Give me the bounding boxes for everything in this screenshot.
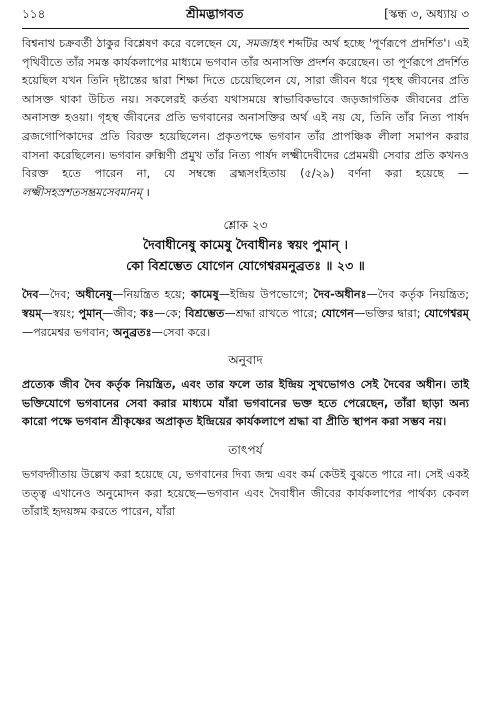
synonyms-paragraph: দৈব—দৈব; অধীনেষু—নিয়ন্ত্রিত হয়ে; কামেষু—ইন্দ্রিয় উপভোগে; দৈব-অধীনঃ—দৈব কর্তৃক নিয়ন্ত্রিত; স্বয়ম্—স্বয়ং; পুমান্—জীব; কঃ—কে; বিশ্রম্ভেত—শ্রদ্ধা রাখতে পারে; যোগেন—ভক্তির দ্বারা; যোগেশ্বরম্—পরমেশ্বর ভগবান; অনুব্রতঃ—সেবা করে। xyxy=(22,288,469,339)
brahma-samhita-quote: লক্ষ্মীসহস্রশতসম্ভ্রমসেবমানম্ xyxy=(22,185,143,199)
chapter-info: [স্কন্ধ ৩, অধ্যায় ৩ xyxy=(384,7,469,21)
purport-heading: তাৎপর্য xyxy=(228,442,263,457)
purport-text: ভগবদ্গীতায় উল্লেখ করা হয়েছে যে, ভগবানের দিব্য জন্ম এবং কর্ম কেউই বুঝতে পারে না। সেই একই তত্ত্ব এখানেও অনুমোদন করা হয়েছে—ভগবান এবং দৈবাধীন জীবের কার্যকলাপের পার্থক্য কেবল তাঁরাই হৃদয়ঙ্গম করতে পারেন, যাঁরা xyxy=(22,467,469,519)
page-header xyxy=(22,6,469,24)
translation-text: প্রত্যেক জীব দৈব কর্তৃক নিয়ন্ত্রিত, এবং তার ফলে তার ইন্দ্রিয় সুখভোগও সেই দৈবের অধীন। তাই ভক্তিযোগে ভগবানের সেবা করার মাধ্যমে যাঁরা ভগবানের ভক্ত হতে পেরেছেন, তাঁরা ছাড়া অন্য কারো পক্ষে ভগবান শ্রীকৃষ্ণের অপ্রাকৃত ইন্দ্রিয়ের কার্যকলাপে শ্রদ্ধা বা প্রীতি স্থাপন করা সম্ভব নয়। xyxy=(22,378,469,429)
book-title: শ্রীমদ্ভাগবত xyxy=(186,6,244,21)
intro-paragraph: বিশ্বনাথ চক্রবর্তী ঠাকুর বিশ্লেষণ করে বলেছেন যে, সমজাহৎ শব্দটির অর্থ হচ্ছে 'পূর্ণরূপে প্রদর্শিত'। এই পৃথিবীতে তাঁর সমস্ত কার্যকলাপের মাধ্যমে ভগবান তাঁর অনাসক্তি প্রদর্শন করেছেন। তা পূর্ণরূপে প্রদর্শিত হয়েছিল যখন তিনি দৃষ্টান্তের দ্বারা শিক্ষা দিতে চেয়েছিলেন যে, সারা জীবন ধরে গৃহস্থ জীবনের প্রতি আসক্ত থাকা উচিত নয়। সকলেরই কর্তব্য যথাসময়ে স্বাভাবিকভাবে জড়জাগতিক জীবনের প্রতি অনাসক্ত হওয়া। গৃহস্থ জীবনের প্রতি ভগবানের অনাসক্তির অর্থ এই নয় যে, তিনি তাঁর নিত্য পার্ষদ ব্রজগোপিকাদের প্রতি বিরক্ত হয়েছিলেন। প্রকৃতপক্ষে ভগবান তাঁর প্রাপঞ্চিক লীলা সমাপন করার বাসনা করেছিলেন। ভগবান রুক্মিণী প্রমুখ তাঁর নিত্য পার্ষদ লক্ষ্মীদেবীদের প্রেমময়ী সেবার প্রতি কখনও বিরক্ত হতে পারেন না, যে সম্বন্ধে ব্রহ্মসংহিতায় (৫/২৯) বর্ণনা করা হয়েছে — লক্ষ্মীসহস্রশতসম্ভ্রমসেবমানম্ । xyxy=(22,37,469,199)
translation-heading: অনুবাদ xyxy=(228,353,263,368)
verse-line-1: দৈবাধীনেষু কামেষু দৈবাধীনঃ স্বয়ং পুমান্ । xyxy=(143,237,348,253)
sloka-heading: শ্লোক ২৩ xyxy=(223,218,268,233)
term-samjayat: সমজাহৎ xyxy=(245,37,285,50)
verse-line-2: কো বিশ্রম্ভেত যোগেন যোগেশ্বরমনুব্রতঃ ॥ ২৩ ॥ xyxy=(126,258,365,274)
header-rule xyxy=(22,28,469,29)
page-number: ১১৪ xyxy=(22,7,46,21)
